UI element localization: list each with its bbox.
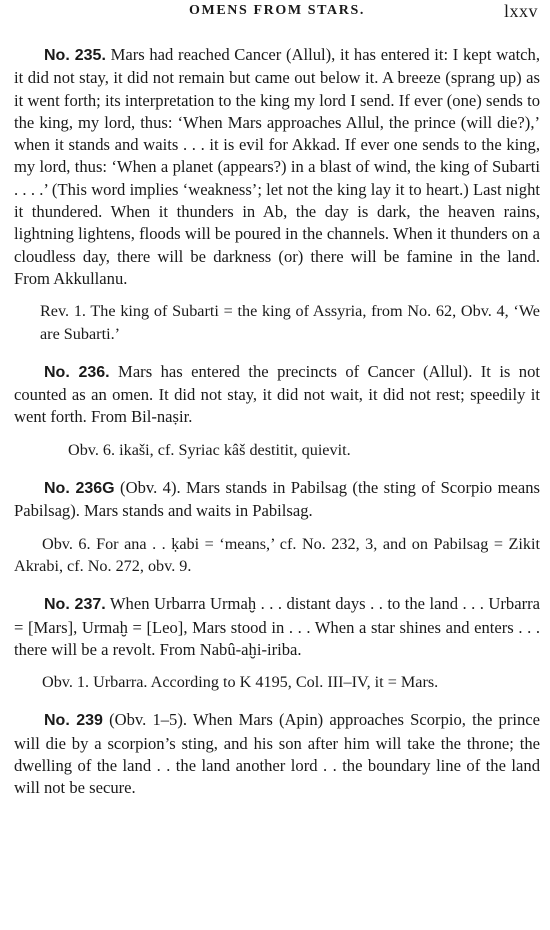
entry-text: Mars had reached Cancer (Allul), it has entered it: I kept watch, it did not stay, it did not remain but came out below it. A breeze (sprang up) as it went forth; its interpretation to the king my lord I send. If ever (one) sends to the king, my lord, thus: ‘When Mars approaches Allul, the prince (will die?),’ when it stands and waits . . . it is evil for Akkad. If ever one sends to the king, my lord, thus: ‘When a planet (appears?) in a blast of wind, the king of Subarti . . . .’ (This word implies ‘weakness’; let not the king lay it to heart.) Last night it thundered. When it thunders in Ab, the day is dark, the heaven rains, lightning lightens, floods will be poured in the channels. When it thunders on a cloudless day, there will be darkness (or) there will be famine in the land. From Akkullanu. bbox=[14, 45, 540, 288]
note-text: Rev. 1. The king of Subarti = the king of Assyria, from No. 62, Obv. 4, ‘We are Subarti.’ bbox=[40, 302, 540, 343]
entry-number: No. 239 bbox=[44, 712, 103, 730]
entry-239 bbox=[14, 709, 540, 799]
note-237 bbox=[14, 671, 540, 693]
entry-236g bbox=[14, 477, 540, 523]
page-header bbox=[14, 0, 540, 30]
entry-236 bbox=[14, 361, 540, 429]
entry-235 bbox=[14, 44, 540, 290]
entry-text: (Obv. 1–5). When Mars (Apin) approaches Scorpio, the prince will die by a scorpion’s sting, and his son after him will take the throne; the dwelling of the land . . the land another lord . . the boundary line of the land will not be secure. bbox=[14, 710, 540, 798]
note-text: Obv. 1. Urbarra. According to K 4195, Col. III–IV, it = Mars. bbox=[42, 673, 439, 692]
entry-237 bbox=[14, 593, 540, 661]
entry-number: No. 236. bbox=[44, 363, 110, 381]
page-number: lxxv bbox=[503, 1, 538, 21]
entry-text: Mars has entered the precincts of Cancer (Allul). It is not counted as an omen. It did not stay, it did not wait, it did not rest; speedily it went forth. From Bil-naṣir. bbox=[14, 361, 541, 427]
running-title: OMENS FROM STARS. bbox=[189, 3, 365, 18]
entry-number: No. 235. bbox=[44, 47, 106, 64]
entry-number: No. 237. bbox=[44, 596, 106, 614]
entry-text: (Obv. 4). Mars stands in Pabilsag (the sting of Scorpio means Pabilsag). Mars stands and waits in Pabilsag. bbox=[14, 478, 540, 521]
note-236 bbox=[14, 439, 540, 461]
note-235 bbox=[14, 300, 540, 345]
note-text: Obv. 6. For ana . . ḳabi = ‘means,’ cf. No. 232, 3, and on Pabilsag = Zikit Akrabi, cf. No. 272, obv. 9. bbox=[14, 534, 540, 575]
note-236g bbox=[14, 533, 540, 578]
entry-text: When Urbarra Urmaḫ . . . distant days . . to the land . . . Urbarra = [Mars], Urmaḫ = [Leo], Mars stood in . . . When a star shines and enters . . . there will be a revolt. From Nabû-aḫi-iriba. bbox=[14, 594, 541, 659]
entry-number: No. 236G bbox=[44, 480, 115, 498]
note-text: Obv. 6. ikaši, cf. Syriac kâš destitit, quievit. bbox=[68, 440, 351, 459]
